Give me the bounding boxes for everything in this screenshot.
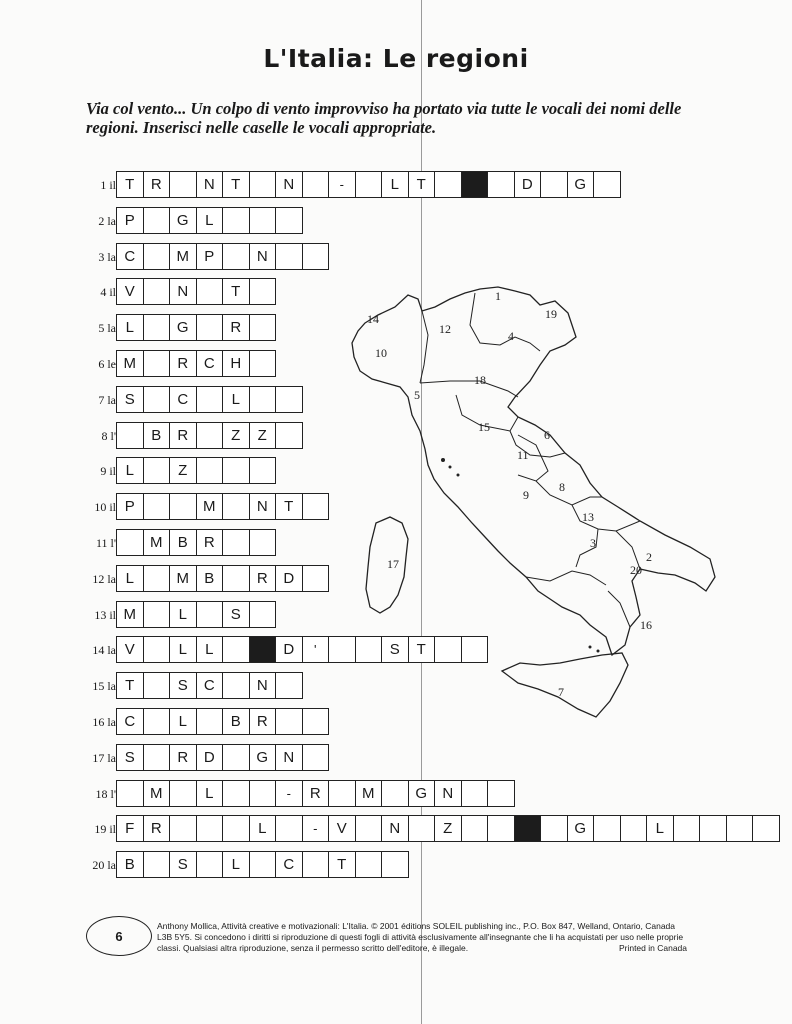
letter-cell: P — [116, 207, 144, 234]
empty-vowel-cell[interactable] — [196, 815, 224, 842]
puzzle-row-cells — [116, 529, 276, 556]
empty-vowel-cell[interactable] — [275, 386, 303, 413]
empty-vowel-cell[interactable] — [620, 815, 648, 842]
empty-vowel-cell[interactable] — [328, 780, 356, 807]
letter-cell: L — [169, 636, 197, 663]
empty-vowel-cell[interactable] — [461, 815, 489, 842]
puzzle-row-label: 17 la — [92, 750, 116, 765]
letter-cell: N — [169, 278, 197, 305]
puzzle-row-label: 12 la — [92, 571, 116, 586]
empty-vowel-cell[interactable] — [143, 851, 171, 878]
letter-cell: R — [169, 422, 197, 449]
letter-cell: L — [222, 851, 250, 878]
empty-vowel-cell[interactable] — [381, 851, 409, 878]
footer-credit-text: Anthony Mollica, Attività creative e motivazionali: L'Italia. © 2001 éditions SOLEIL publishing inc., P.O. Box 847, Welland, Ontario, Canada L3B 5Y5. Si concedono i diritti si riproduzione di questi fogli di attività esclusivamente all'insegnante che li ha acquistati per uso nelle proprie classi. Qualsiasi altra riproduzione, senza il permesso scritto dell'editore, è illegale. — [157, 921, 684, 953]
letter-cell: Z — [249, 422, 277, 449]
letter-cell: D — [275, 565, 303, 592]
letter-cell: N — [196, 171, 224, 198]
puzzle-row-label: 7 la — [98, 392, 116, 407]
letter-cell: - — [275, 780, 303, 807]
empty-vowel-cell[interactable] — [143, 672, 171, 699]
letter-cell: L — [249, 815, 277, 842]
empty-vowel-cell[interactable] — [381, 780, 409, 807]
empty-vowel-cell[interactable] — [169, 815, 197, 842]
letter-cell: T — [222, 171, 250, 198]
map-label-19: 19 — [545, 307, 557, 321]
map-label-12: 12 — [439, 322, 451, 336]
empty-vowel-cell[interactable] — [434, 171, 462, 198]
letter-cell: T — [408, 171, 436, 198]
empty-vowel-cell[interactable] — [143, 744, 171, 771]
empty-vowel-cell[interactable] — [196, 314, 224, 341]
puzzle-row-cells — [116, 672, 303, 699]
empty-vowel-cell[interactable] — [487, 171, 515, 198]
map-label-18: 18 — [474, 373, 486, 387]
puzzle-row-label: 2 la — [98, 213, 116, 228]
sicily-outline — [502, 653, 628, 717]
letter-cell: R — [222, 314, 250, 341]
empty-vowel-cell[interactable] — [143, 708, 171, 735]
letter-cell: R — [302, 780, 330, 807]
letter-cell: G — [249, 744, 277, 771]
letter-cell: V — [328, 815, 356, 842]
empty-vowel-cell[interactable] — [249, 278, 277, 305]
empty-vowel-cell[interactable] — [143, 386, 171, 413]
letter-cell: F — [116, 815, 144, 842]
map-label-6: 6 — [544, 428, 550, 442]
empty-vowel-cell[interactable] — [408, 815, 436, 842]
letter-cell: T — [275, 493, 303, 520]
empty-vowel-cell[interactable] — [196, 851, 224, 878]
empty-vowel-cell[interactable] — [249, 314, 277, 341]
empty-vowel-cell[interactable] — [249, 780, 277, 807]
letter-cell: M — [143, 529, 171, 556]
letter-cell: L — [196, 207, 224, 234]
letter-cell: S — [116, 386, 144, 413]
empty-vowel-cell[interactable] — [726, 815, 754, 842]
letter-cell: L — [381, 171, 409, 198]
letter-cell: M — [169, 565, 197, 592]
puzzle-row-label: 9 il — [100, 464, 116, 479]
empty-vowel-cell[interactable] — [355, 851, 383, 878]
puzzle-row-cells — [116, 278, 276, 305]
letter-cell: B — [116, 851, 144, 878]
map-label-4: 4 — [508, 329, 514, 343]
map-label-9: 9 — [523, 488, 529, 502]
puzzle-row-label: 3 la — [98, 249, 116, 264]
letter-cell: ' — [302, 636, 330, 663]
empty-vowel-cell[interactable] — [461, 780, 489, 807]
letter-cell: L — [116, 565, 144, 592]
puzzle-row-cells — [116, 815, 780, 842]
empty-vowel-cell[interactable] — [222, 457, 250, 484]
black-cell — [249, 636, 277, 663]
empty-vowel-cell[interactable] — [169, 493, 197, 520]
empty-vowel-cell[interactable] — [222, 243, 250, 270]
letter-cell: G — [169, 207, 197, 234]
empty-vowel-cell[interactable] — [302, 708, 330, 735]
empty-vowel-cell[interactable] — [116, 529, 144, 556]
letter-cell: V — [116, 278, 144, 305]
letter-cell: T — [222, 278, 250, 305]
puzzle-row-label: 8 l' — [101, 428, 116, 443]
puzzle-row-cells — [116, 744, 329, 771]
empty-vowel-cell[interactable] — [540, 171, 568, 198]
empty-vowel-cell[interactable] — [249, 457, 277, 484]
letter-cell: D — [275, 636, 303, 663]
puzzle-row-cells — [116, 493, 329, 520]
map-label-17: 17 — [387, 557, 399, 571]
empty-vowel-cell[interactable] — [275, 815, 303, 842]
page-number-badge: 6 — [86, 916, 152, 956]
empty-vowel-cell[interactable] — [222, 565, 250, 592]
map-label-20: 20 — [630, 563, 642, 577]
letter-cell: D — [514, 171, 542, 198]
puzzle-row-label: 6 le — [98, 357, 116, 371]
empty-vowel-cell[interactable] — [275, 207, 303, 234]
empty-vowel-cell[interactable] — [143, 636, 171, 663]
letter-cell: B — [196, 565, 224, 592]
empty-vowel-cell[interactable] — [752, 815, 780, 842]
puzzle-row-label: 4 il — [100, 285, 116, 300]
letter-cell: S — [381, 636, 409, 663]
empty-vowel-cell[interactable] — [116, 422, 144, 449]
letter-cell: S — [169, 672, 197, 699]
empty-vowel-cell[interactable] — [302, 493, 330, 520]
empty-vowel-cell[interactable] — [169, 171, 197, 198]
puzzle-row-cells — [116, 565, 329, 592]
puzzle-row-label: 16 la — [92, 715, 116, 729]
empty-vowel-cell[interactable] — [222, 744, 250, 771]
letter-cell: N — [381, 815, 409, 842]
black-cell — [514, 815, 542, 842]
map-label-2: 2 — [646, 550, 652, 564]
letter-cell: B — [169, 529, 197, 556]
empty-vowel-cell[interactable] — [275, 422, 303, 449]
letter-cell: C — [196, 350, 224, 377]
empty-vowel-cell[interactable] — [302, 744, 330, 771]
letter-cell: Z — [222, 422, 250, 449]
empty-vowel-cell[interactable] — [143, 565, 171, 592]
puzzle-row-cells — [116, 350, 276, 377]
letter-cell: N — [249, 243, 277, 270]
empty-vowel-cell[interactable] — [355, 815, 383, 842]
italy-map — [340, 285, 720, 725]
letter-cell: H — [222, 350, 250, 377]
letter-cell: L — [222, 386, 250, 413]
letter-cell: M — [116, 601, 144, 628]
puzzle-row-cells — [116, 171, 621, 198]
puzzle-row-cells — [116, 851, 409, 878]
letter-cell: N — [434, 780, 462, 807]
letter-cell: Z — [169, 457, 197, 484]
letter-cell: L — [196, 780, 224, 807]
empty-vowel-cell[interactable] — [196, 386, 224, 413]
letter-cell: L — [169, 601, 197, 628]
empty-vowel-cell[interactable] — [222, 672, 250, 699]
map-label-10: 10 — [375, 346, 387, 360]
letter-cell: C — [275, 851, 303, 878]
letter-cell: T — [116, 672, 144, 699]
empty-vowel-cell[interactable] — [275, 672, 303, 699]
empty-vowel-cell[interactable] — [143, 314, 171, 341]
letter-cell: S — [116, 744, 144, 771]
puzzle-row-cells — [116, 314, 276, 341]
empty-vowel-cell[interactable] — [249, 350, 277, 377]
footer-credit — [157, 921, 687, 954]
empty-vowel-cell[interactable] — [249, 851, 277, 878]
letter-cell: B — [222, 708, 250, 735]
empty-vowel-cell[interactable] — [275, 708, 303, 735]
puzzle-row-label: 19 il — [94, 822, 116, 837]
letter-cell: C — [169, 386, 197, 413]
puzzle-row-label: 1 il — [100, 178, 116, 192]
letter-cell: R — [143, 171, 171, 198]
letter-cell: G — [169, 314, 197, 341]
empty-vowel-cell[interactable] — [487, 815, 515, 842]
black-cell — [461, 171, 489, 198]
map-label-11: 11 — [517, 448, 529, 462]
letter-cell: V — [116, 636, 144, 663]
empty-vowel-cell[interactable] — [302, 565, 330, 592]
instructions: Via col vento... Un colpo di vento improvviso ha portato via tutte le vocali dei nomi delle regioni. Inserisci nelle caselle le vocali appropriate. — [86, 99, 682, 137]
empty-vowel-cell[interactable] — [143, 493, 171, 520]
empty-vowel-cell[interactable] — [196, 278, 224, 305]
puzzle-row-cells — [116, 708, 329, 735]
empty-vowel-cell[interactable] — [302, 851, 330, 878]
empty-vowel-cell[interactable] — [249, 529, 277, 556]
letter-cell: R — [196, 529, 224, 556]
printed-in-label: Printed in Canada — [618, 943, 687, 953]
empty-vowel-cell[interactable] — [222, 207, 250, 234]
letter-cell: C — [116, 243, 144, 270]
puzzle-row-cells — [116, 386, 303, 413]
empty-vowel-cell[interactable] — [196, 708, 224, 735]
puzzle-row-cells — [116, 457, 276, 484]
puzzle-row-label: 10 il — [94, 500, 116, 515]
puzzle-row-label: 15 la — [92, 679, 116, 694]
empty-vowel-cell[interactable] — [222, 529, 250, 556]
empty-vowel-cell[interactable] — [143, 601, 171, 628]
map-label-3: 3 — [590, 536, 596, 550]
puzzle-row-cells — [116, 243, 329, 270]
region-borders — [420, 293, 640, 627]
empty-vowel-cell[interactable] — [143, 207, 171, 234]
empty-vowel-cell[interactable] — [673, 815, 701, 842]
empty-vowel-cell[interactable] — [196, 422, 224, 449]
letter-cell: G — [567, 815, 595, 842]
letter-cell: C — [196, 672, 224, 699]
puzzle-row-cells — [116, 601, 276, 628]
letter-cell: N — [275, 171, 303, 198]
empty-vowel-cell[interactable] — [593, 171, 621, 198]
empty-vowel-cell[interactable] — [249, 386, 277, 413]
letter-cell: M — [196, 493, 224, 520]
map-label-15: 15 — [478, 420, 490, 434]
letter-cell: N — [249, 493, 277, 520]
map-label-8: 8 — [559, 480, 565, 494]
page-title: L'Italia: Le regioni — [263, 44, 529, 73]
puzzle-row-label: 13 il — [94, 607, 116, 622]
letter-cell: Z — [434, 815, 462, 842]
empty-vowel-cell[interactable] — [699, 815, 727, 842]
puzzle-row-cells — [116, 422, 303, 449]
letter-cell: - — [302, 815, 330, 842]
letter-cell: M — [169, 243, 197, 270]
empty-vowel-cell[interactable] — [143, 457, 171, 484]
empty-vowel-cell[interactable] — [593, 815, 621, 842]
letter-cell: - — [328, 171, 356, 198]
letter-cell: M — [355, 780, 383, 807]
map-label-5: 5 — [414, 388, 420, 402]
letter-cell: T — [408, 636, 436, 663]
italy-map-svg — [340, 285, 720, 725]
letter-cell: C — [116, 708, 144, 735]
letter-cell: L — [169, 708, 197, 735]
puzzle-row-label: 18 l' — [95, 786, 116, 801]
empty-vowel-cell[interactable] — [249, 171, 277, 198]
letter-cell: R — [249, 708, 277, 735]
empty-vowel-cell[interactable] — [249, 601, 277, 628]
empty-vowel-cell[interactable] — [302, 243, 330, 270]
empty-vowel-cell[interactable] — [222, 493, 250, 520]
puzzle-row-label: 20 la — [92, 858, 116, 873]
letter-cell: R — [169, 350, 197, 377]
puzzle-row-label: 5 la — [98, 321, 116, 336]
empty-vowel-cell[interactable] — [143, 350, 171, 377]
letter-cell: L — [646, 815, 674, 842]
empty-vowel-cell[interactable] — [222, 636, 250, 663]
letter-cell: L — [116, 457, 144, 484]
letter-cell: R — [249, 565, 277, 592]
empty-vowel-cell[interactable] — [487, 780, 515, 807]
letter-cell: T — [328, 851, 356, 878]
empty-vowel-cell[interactable] — [302, 171, 330, 198]
empty-vowel-cell[interactable] — [249, 207, 277, 234]
letter-cell: P — [116, 493, 144, 520]
empty-vowel-cell[interactable] — [169, 780, 197, 807]
mainland-outline — [352, 287, 715, 655]
empty-vowel-cell[interactable] — [222, 815, 250, 842]
letter-cell: N — [249, 672, 277, 699]
empty-vowel-cell[interactable] — [540, 815, 568, 842]
empty-vowel-cell[interactable] — [143, 243, 171, 270]
letter-cell: D — [196, 744, 224, 771]
letter-cell: M — [143, 780, 171, 807]
puzzle-row-label: 14 la — [92, 643, 116, 658]
letter-cell: L — [116, 314, 144, 341]
letter-cell: G — [408, 780, 436, 807]
empty-vowel-cell[interactable] — [116, 780, 144, 807]
empty-vowel-cell[interactable] — [143, 278, 171, 305]
letter-cell: G — [567, 171, 595, 198]
map-label-13: 13 — [582, 510, 594, 524]
letter-cell: S — [222, 601, 250, 628]
empty-vowel-cell[interactable] — [275, 243, 303, 270]
empty-vowel-cell[interactable] — [196, 457, 224, 484]
map-label-7: 7 — [558, 685, 564, 699]
letter-cell: L — [196, 636, 224, 663]
empty-vowel-cell[interactable] — [355, 171, 383, 198]
letter-cell: B — [143, 422, 171, 449]
map-label-14: 14 — [367, 312, 379, 326]
puzzle-row-cells — [116, 780, 515, 807]
letter-cell: T — [116, 171, 144, 198]
map-label-1: 1 — [495, 289, 501, 303]
letter-cell: R — [169, 744, 197, 771]
map-label-16: 16 — [640, 618, 652, 632]
empty-vowel-cell[interactable] — [196, 601, 224, 628]
letter-cell: P — [196, 243, 224, 270]
empty-vowel-cell[interactable] — [222, 780, 250, 807]
letter-cell: R — [143, 815, 171, 842]
puzzle-row-cells — [116, 207, 303, 234]
puzzle-row-label: 11 l' — [95, 536, 116, 550]
letter-cell: M — [116, 350, 144, 377]
letter-cell: S — [169, 851, 197, 878]
letter-cell: N — [275, 744, 303, 771]
